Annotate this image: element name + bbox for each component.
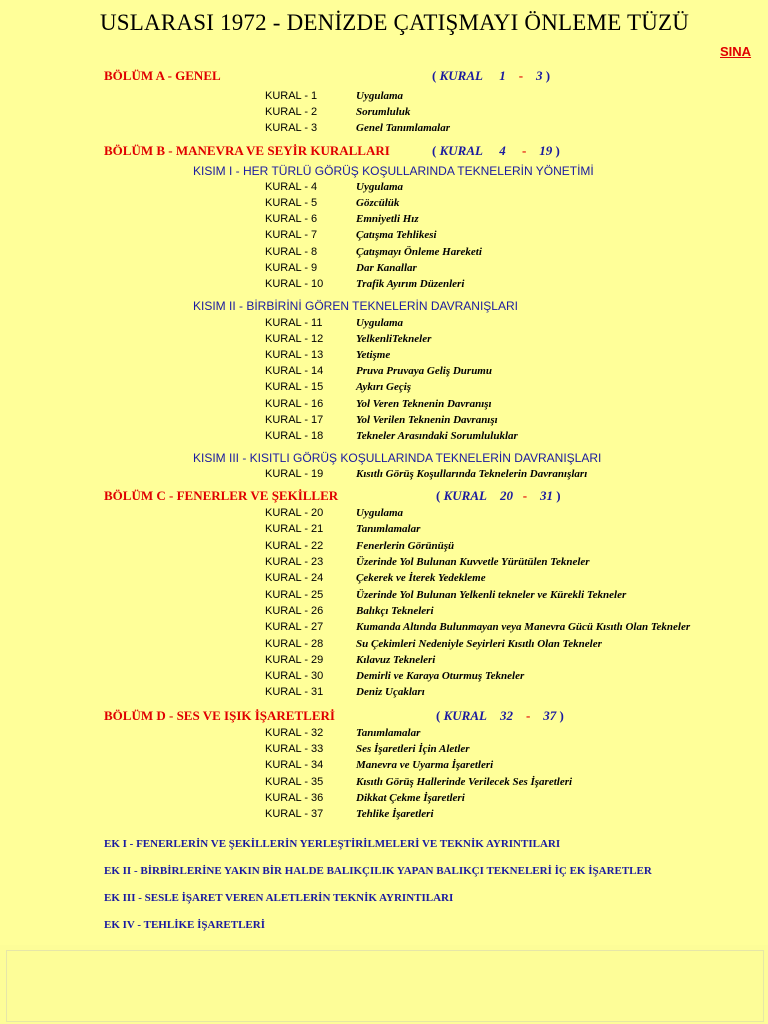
rule-name[interactable]: Dar Kanallar <box>356 262 417 274</box>
rule-name[interactable]: Emniyetli Hız <box>356 213 419 225</box>
rule-number: KURAL - 25 <box>265 589 324 601</box>
rule-name[interactable]: Kumanda Altında Bulunmayan veya Manevra Gücü Kısıtlı Olan Tekneler <box>356 621 691 633</box>
rule-name[interactable]: Aykırı Geçiş <box>356 381 412 393</box>
rule-name[interactable]: Tehlike İşaretleri <box>356 808 434 820</box>
rule-number: KURAL - 17 <box>265 414 324 426</box>
rule-name[interactable]: Gözcülük <box>356 197 400 209</box>
range-word: KURAL <box>443 488 487 503</box>
range-from: 32 <box>499 708 513 723</box>
rule-number: KURAL - 15 <box>265 381 324 393</box>
range-word: KURAL <box>443 708 487 723</box>
section-d-range: ( KURAL 32 - 37 ) <box>436 708 564 723</box>
rule-number: KURAL - 35 <box>265 776 324 788</box>
range-dash: - <box>521 143 527 158</box>
range-word: KURAL <box>439 143 483 158</box>
rule-number: KURAL - 29 <box>265 654 324 666</box>
rule-number: KURAL - 31 <box>265 686 324 698</box>
rule-number: KURAL - 2 <box>265 106 318 118</box>
rule-name[interactable]: Çatışmayı Önleme Hareketi <box>356 246 482 258</box>
rule-name[interactable]: Trafik Ayırım Düzenleri <box>356 278 465 290</box>
range-dash: - <box>518 68 524 83</box>
range-to: 19 <box>539 143 553 158</box>
rule-name[interactable]: Uygulama <box>356 317 404 329</box>
range-dash: - <box>522 488 528 503</box>
rule-name[interactable]: Üzerinde Yol Bulunan Yelkenli tekneler ve Kürekli Tekneler <box>356 589 627 601</box>
rule-name[interactable]: Yetişme <box>356 349 391 361</box>
rule-name[interactable]: Fenerlerin Görünüşü <box>356 540 455 552</box>
section-d-heading: BÖLÜM D - SES VE IŞIK İŞARETLERİ <box>104 708 335 723</box>
rule-number: KURAL - 22 <box>265 540 324 552</box>
sina-link[interactable]: SINA <box>720 44 752 59</box>
rule-number: KURAL - 5 <box>265 197 318 209</box>
rule-number: KURAL - 37 <box>265 808 324 820</box>
rule-name[interactable]: Çatışma Tehlikesi <box>356 229 437 241</box>
rule-name[interactable]: Yol Verilen Teknenin Davranışı <box>356 414 498 426</box>
part-1-heading: KISIM I - HER TÜRLÜ GÖRÜŞ KOŞULLARINDA TEKNELERİN YÖNETİMİ <box>193 164 594 178</box>
rule-number: KURAL - 13 <box>265 349 324 361</box>
rule-number: KURAL - 7 <box>265 229 318 241</box>
section-a-heading: BÖLÜM A - GENEL <box>104 68 221 83</box>
rule-number: KURAL - 24 <box>265 572 324 584</box>
rule-number: KURAL - 19 <box>265 468 324 480</box>
rule-number: KURAL - 10 <box>265 278 324 290</box>
range-from: 1 <box>499 68 506 83</box>
page-title: USLARASI 1972 - DENİZDE ÇATIŞMAYI ÖNLEME TÜZÜ <box>100 10 690 35</box>
rule-number: KURAL - 20 <box>265 507 324 519</box>
part-3-heading: KISIM III - KISITLI GÖRÜŞ KOŞULLARINDA TEKNELERİN DAVRANIŞLARI <box>193 451 602 465</box>
range-to: 3 <box>536 68 543 83</box>
range-dash: - <box>525 708 531 723</box>
rule-number: KURAL - 34 <box>265 759 324 771</box>
range-to: 37 <box>543 708 557 723</box>
rule-name[interactable]: Sorumluluk <box>356 106 411 118</box>
rule-number: KURAL - 16 <box>265 398 324 410</box>
rule-number: KURAL - 9 <box>265 262 318 274</box>
rule-name[interactable]: YelkenliTekneler <box>356 333 432 345</box>
rule-name[interactable]: Kılavuz Tekneleri <box>356 654 436 666</box>
rule-name[interactable]: Tanımlamalar <box>356 727 421 739</box>
rule-name[interactable]: Çekerek ve İterek Yedekleme <box>356 572 486 584</box>
range-from: 20 <box>499 488 513 503</box>
rule-number: KURAL - 26 <box>265 605 324 617</box>
rule-number: KURAL - 6 <box>265 213 318 225</box>
rule-name[interactable]: Kısıtlı Görüş Hallerinde Verilecek Ses İşaretleri <box>356 776 573 788</box>
section-b-heading: BÖLÜM B - MANEVRA VE SEYİR KURALLARI <box>104 143 390 158</box>
rule-number: KURAL - 27 <box>265 621 324 633</box>
rule-name[interactable]: Ses İşaretleri İçin Aletler <box>356 743 470 755</box>
rule-name[interactable]: Balıkçı Tekneleri <box>356 605 434 617</box>
rule-name[interactable]: Deniz Uçakları <box>356 686 425 698</box>
rule-number: KURAL - 33 <box>265 743 324 755</box>
rule-name[interactable]: Pruva Pruvaya Geliş Durumu <box>356 365 492 377</box>
rule-number: KURAL - 36 <box>265 792 324 804</box>
footer-panel <box>6 950 764 1022</box>
rule-number: KURAL - 21 <box>265 523 324 535</box>
rule-name[interactable]: Tekneler Arasındaki Sorumluluklar <box>356 430 518 442</box>
rule-number: KURAL - 23 <box>265 556 324 568</box>
annex-1-link[interactable]: EK I - FENERLERİN VE ŞEKİLLERİN YERLEŞTİRİLMELERİ VE TEKNİK AYRINTILARI <box>104 838 561 850</box>
part-2-heading: KISIM II - BİRBİRİNİ GÖREN TEKNELERİN DAVRANIŞLARI <box>193 299 518 313</box>
rule-name[interactable]: Uygulama <box>356 181 404 193</box>
section-c-heading: BÖLÜM C - FENERLER VE ŞEKİLLER <box>104 488 339 503</box>
section-a-range: ( KURAL 1 - 3 ) <box>432 68 551 83</box>
rule-number: KURAL - 11 <box>265 317 323 329</box>
rule-number: KURAL - 28 <box>265 638 324 650</box>
range-to: 31 <box>540 488 554 503</box>
rule-name[interactable]: Kısıtlı Görüş Koşullarında Teknelerin Davranışları <box>356 468 588 480</box>
rule-name[interactable]: Tanımlamalar <box>356 523 421 535</box>
rule-name[interactable]: Uygulama <box>356 507 404 519</box>
rule-number: KURAL - 12 <box>265 333 324 345</box>
rule-name[interactable]: Manevra ve Uyarma İşaretleri <box>356 759 494 771</box>
range-word: KURAL <box>439 68 483 83</box>
rule-number: KURAL - 1 <box>265 90 318 102</box>
rule-number: KURAL - 14 <box>265 365 324 377</box>
range-from: 4 <box>499 143 506 158</box>
rule-number: KURAL - 3 <box>265 122 318 134</box>
rule-name[interactable]: Uygulama <box>356 90 404 102</box>
rule-name[interactable]: Dikkat Çekme İşaretleri <box>356 792 465 804</box>
rule-number: KURAL - 32 <box>265 727 324 739</box>
annex-4-link[interactable]: EK IV - TEHLİKE İŞARETLERİ <box>104 919 265 931</box>
section-c-range: ( KURAL 20 - 31 ) <box>436 488 561 503</box>
rule-name[interactable]: Yol Veren Teknenin Davranışı <box>356 398 492 410</box>
rule-name[interactable]: Üzerinde Yol Bulunan Kuvvetle Yürütülen Tekneler <box>356 556 590 568</box>
annex-2-link[interactable]: EK II - BİRBİRLERİNE YAKIN BİR HALDE BALIKÇILIK YAPAN BALIKÇI TEKNELERİ İÇ EK İŞARETLER <box>104 865 652 877</box>
rule-number: KURAL - 4 <box>265 181 318 193</box>
rule-number: KURAL - 8 <box>265 246 318 258</box>
rule-number: KURAL - 30 <box>265 670 324 682</box>
rule-name[interactable]: Demirli ve Karaya Oturmuş Tekneler <box>356 670 525 682</box>
rule-name[interactable]: Genel Tanımlamalar <box>356 122 451 134</box>
section-b-range: ( KURAL 4 - 19 ) <box>432 143 560 158</box>
rule-name[interactable]: Su Çekimleri Nedeniyle Seyirleri Kısıtlı Olan Tekneler <box>356 638 602 650</box>
annex-3-link[interactable]: EK III - SESLE İŞARET VEREN ALETLERİN TEKNİK AYRINTILARI <box>104 892 454 904</box>
rule-number: KURAL - 18 <box>265 430 324 442</box>
